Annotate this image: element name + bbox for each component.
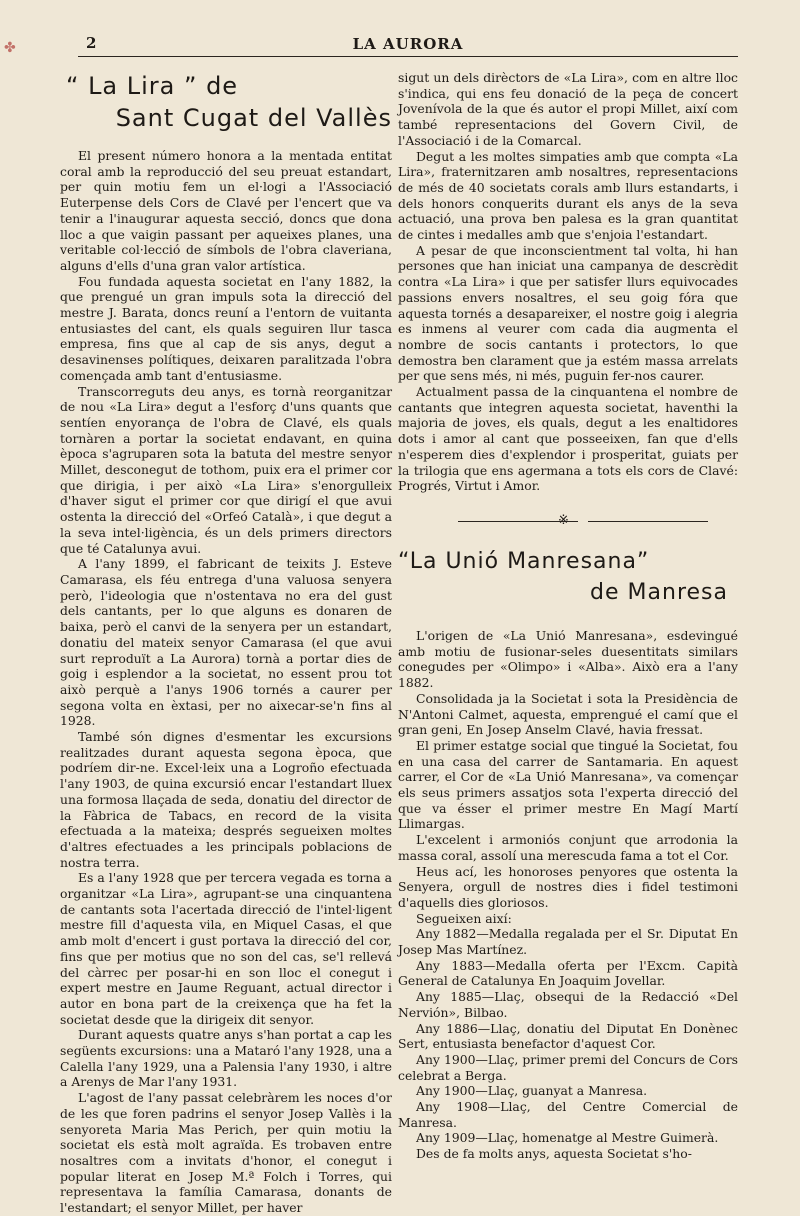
article-1-continuation: A pesar de que inconscientment tal volta, hi han persones que han iniciat una campanya de descrèdit contra «La Lira» i que per satisfer llurs equivocades passions envers nosaltres, el seu goig fóra que aquesta tornés a desapareixer, el nostre goig i alegria es inmens al veurer com cada dia augmenta el nombre de socis cantants i protectors, lo que demostra ben clarament que ja estém massa arrelats per que sens més, ni més, puguin fer-nos caurer. xyxy=(398,242,738,384)
article-1-paragraph: El present número honora a la mentada entitat coral amb la reproducció del seu preuat estandart, per quin motiu fem un el·logi a l'Associació Euterpense dels Cors de Clavé per l'encert que va tenir a l'inaugurar aquesta secció, doncs que dona lloc a que vaigin passant per aqueixes planes, una veritable col·lecció de símbols de l'obra claveriana, alguns d'ells d'una gran valor artística. xyxy=(60,148,392,273)
article-2-paragraph: Any 1885—Llaç, obsequi de la Redacció «Del Nervión», Bilbao. xyxy=(398,989,738,1020)
article-2-paragraph: Any 1886—Llaç, donatiu del Diputat En Donènec Sert, entusiasta benefactor d'aquest Cor. xyxy=(398,1020,738,1052)
article-2-paragraph: Consolidada ja la Societat i sota la Presidència de N'Antoni Calmet, aquesta, emprengué el camí que el gran geni, En Josep Anselm Clavé, havia fressat. xyxy=(398,690,738,738)
article-1-title-line-1: “ La Lira ” de xyxy=(66,72,239,100)
left-column xyxy=(60,70,392,1216)
article-2-paragraph: Any 1883—Medalla oferta per l'Excm. Capità General de Catalunya En Joaquim Jovellar. xyxy=(398,957,738,989)
article-2-paragraph: Any 1882—Medalla regalada per el Sr. Diputat En Josep Mas Martínez. xyxy=(398,926,738,958)
article-2-title-line-2: de Manresa xyxy=(590,579,728,605)
article-2-paragraph: Any 1908—Llaç, del Centre Comercial de Manresa. xyxy=(398,1099,738,1130)
article-1-continuation: Degut a les moltes simpaties amb que compta «La Lira», fraternitzaren amb nosaltres, representacions de més de 40 societats corals amb llurs estandarts, i dels honors conquerits durant els anys de la seva actuació, una prova ben palesa es la gran quantitat de cintes i medalles amb que s'enjoia l'estandart. xyxy=(398,148,738,243)
article-1-paragraph: A l'any 1899, el fabricant de teixits J. Esteve Camarasa, els féu entrega d'una valuosa senyera però, l'ideologia que n'ostentava no era del gust dels cantants, per lo que alguns es donaren de baixa, però el canvi de la senyera per un estandart, donatiu del mateix senyor Camarasa (el que avui surt reproduït a La Aurora) tornà a portar dies de goig i esplendor a la societat, no essent prou tot això perquè a l'anys 1906 tornés a caurer per segona volta en èxtasi, per no aixecar-se'n fins al 1928. xyxy=(60,556,392,729)
article-1-title xyxy=(60,70,392,134)
article-1-paragraph: També són dignes d'esmentar les excursions realitzades durant aquesta segona època, que podríem dir-ne. Excel·leix una a Logroño efectuada l'any 1903, de quina excursió encar l'estandart lluex una formosa llaçada de seda, donatiu del director de la Fàbrica de Tabacs, en record de la visita efectuada a la mateixa; després segueixen moltes d'altres efectuades a les principals poblacions de nostra terra. xyxy=(60,729,392,870)
page-number: 2 xyxy=(86,34,97,52)
article-2-paragraph: Heus ací, les honoroses penyores que ostenta la Senyera, orgull de nostres dies i fidel testimoni d'aquells dies gloriosos. xyxy=(398,863,738,910)
article-1-paragraph: L'agost de l'any passat celebràrem les noces d'or de les que foren padrins el senyor Josep Vallès i la senyoreta Maria Mas Perich, per quin motiu la societat els està molt agraïda. Es trobaven entre nosaltres com a invitats d'honor, el conegut i popular literat en Josep M.ª Folch i Torres, qui representava la família Camarasa, donants de l'estandart; el senyor Millet, per haver xyxy=(60,1090,392,1216)
article-2-paragraph: Des de fa molts anys, aquesta Societat s'ho- xyxy=(416,1146,692,1162)
page-header xyxy=(78,34,738,57)
article-1-paragraph: Transcorreguts deu anys, es tornà reorganitzar de nou «La Lira» degut a l'esforç d'uns quants que sentíen enyorança de l'obra de Clavé, els quals tornàren a portar la societat endavant, en quina època s'agruparen sota la batuta del mestre senyor Millet, desconegut de tothom, puix era el primer cor que dirigia, i per això «La Lira» s'enorgulleix d'haver sigut el primer cor que dirigí el que avui ostenta la direcció del «Orfeó Català», i que degut a la seva intel·ligència, és un dels primers directors que té Catalunya avui. xyxy=(60,383,392,556)
masthead: LA AURORA xyxy=(352,35,464,53)
article-1-paragraph: Es a l'any 1928 que per tercera vegada es torna a organitzar «La Lira», agrupant-se una cinquantena de cantants sota l'acertada direcció de l'intel·ligent mestre fill d'aquesta vila, en Miquel Casas, el que amb molt d'encert i gust portava la direcció del cor, fins que per motius que no son del cas, se'l rellevá del càrrec per posar-hi en son lloc el conegut i expert mestre en Jaume Reguant, actual director i autor en bona part de la creixença que ha fet la societat desde que la dirigeix dit senyor. xyxy=(60,870,392,1027)
right-column xyxy=(398,70,738,1162)
article-1-continuation: sigut un dels dirèctors de «La Lira», com en altre lloc s'indica, qui ens feu donació de la peça de concert Jovenívola de la que és autor el propi Millet, així com també representacions del Govern Civil, de l'Associació i de la Comarcal. xyxy=(398,70,738,148)
article-1-title-line-2: Sant Cugat del Vallès xyxy=(115,104,392,132)
divider-line-right xyxy=(588,521,708,522)
margin-stamp: ✤ xyxy=(4,40,16,56)
article-2-title-line-1: “La Unió Manresana” xyxy=(398,548,650,574)
article-1-paragraph: Fou fundada aquesta societat en l'any 1882, la que prengué un gran impuls sota la direcció del mestre J. Barata, doncs reuní a l'entorn de vuitanta entusiastes del cant, els quals seguiren llur tasca empresa, fins que al cap de sis anys, degut a desavinenses polítiques, deixaren paralitzada l'obra començada amb tant d'entusiasme. xyxy=(60,273,392,383)
article-2-paragraph: El primer estatge social que tingué la Societat, fou en una casa del carrer de Santamaria. En aquest carrer, el Cor de «La Unió Manresana», va començar els seus primers assatjos sota l'experta direcció del que va ésser el primer mestre En Magí Martí Llimargas. xyxy=(398,737,738,832)
article-2-paragraph: Segueixen així: xyxy=(416,910,512,926)
divider-ornament-icon: ※ xyxy=(558,512,569,528)
section-divider xyxy=(398,512,738,532)
article-2-paragraph: Any 1909—Llaç, homenatge al Mestre Guimerà. xyxy=(416,1130,719,1146)
article-2-paragraph: L'excelent i armoniós conjunt que arrodonia la massa coral, assolí una merescuda fama a tot el Cor. xyxy=(398,832,738,863)
article-2-paragraph: L'origen de «La Unió Manresana», esdevingué amb motiu de fusionar-seles duesentitats similars conegudes per «Olimpo» i «Alba». Això era a l'any 1882. xyxy=(398,627,738,691)
article-2-paragraph: Any 1900—Llaç, guanyat a Manresa. xyxy=(416,1083,648,1099)
article-1-paragraph: Durant aquests quatre anys s'han portat a cap les següents excursions: una a Mataró l'any 1928, una a Calella l'any 1929, una a Palensia l'any 1930, i altre a Arenys de Mar l'any 1931. xyxy=(60,1027,392,1090)
article-1-continuation: Actualment passa de la cinquantena el nombre de cantants que integren aquesta societat, haventhi la majoria de joves, els quals, degut a les enaltidores dots i amor al cant que posseeixen, fan que d'ells n'esperem dies d'explendor i prosperitat, guiats per la trilogia que ens agermana a tots els cors de Clavé: Progrés, Virtut i Amor. xyxy=(398,384,738,494)
article-2-paragraph: Any 1900—Llaç, primer premi del Concurs de Cors celebrat a Berga. xyxy=(398,1051,738,1083)
